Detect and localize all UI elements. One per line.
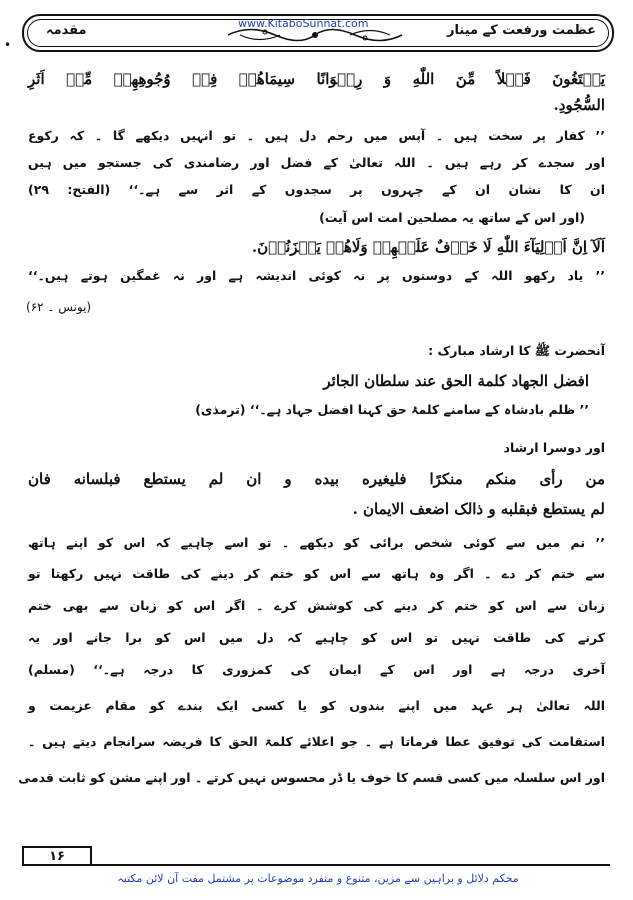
quran-verse-line: اَلَآ اِنَّ اَوۡلِيَآءَ اللّٰهِ لَا خَوۡفٌ عَلَيۡهِمۡ وَلَاهُمۡ يَحۡزَنُوۡنَ. [251,238,605,256]
margin-dot: • [4,38,12,52]
paragraph-line: استقامت کی توفیق عطا فرماتا ہے ۔ جو اعلائے کلمۃ الحق کا فریضہ سرانجام دیتے ہیں ۔ [28,734,605,749]
hadith-arabic-line: لم يستطع فبقلبه و ذالک اضعف الايمان . [352,500,605,518]
hadith-intro-line: اور دوسرا ارشاد [503,440,605,455]
footer-tagline: محکم دلائل و براہین سے مزین، متنوع و منفرد موضوعات پر مشتمل مفت آن لائن مکتبہ [117,872,519,885]
translation-line: ’’ کفار پر سخت ہیں ۔ آپس میں رحم دل ہیں ۔ تو انہیں دیکھے گا ۔ کہ رکوع [28,128,605,143]
chapter-title: مقدمہ [46,23,87,38]
quran-verse-line: يَبۡتَغُونَ فَضۡلاً مِّنَ اللّٰهِ وَ رِضۡوَانًا سِيمَاهُمۡ فِيۡ وُجُوهِهِمۡ مِّنۡ اَثَرِ [28,70,605,88]
reference-line: (یونس ۔ ۶۲) [26,300,92,314]
translation-line: اور سجدے کر رہے ہیں ۔ اللہ تعالیٰ کے فضل اور رضامندی کی جستجو میں ہیں [28,155,605,170]
website-watermark: www.KitaboSunnat.com [238,17,369,30]
hadith-arabic-line: من رأى منكم منكرًا فليغيره بيده و ان لم يستطع فبلسانه فان [28,470,605,488]
footer-rule [22,864,610,866]
translation-line: ’’ ظلم بادشاہ کے سامنے کلمۂ حق کہنا افضل جہاد ہے۔‘‘ (ترمذی) [195,402,589,417]
hadith-arabic-line: افضل الجهاد كلمة الحق عند سلطان الجائر [323,372,589,390]
page-header [22,14,614,52]
translation-line: زبان سے اس کو ختم کر دینے کی کوشش کرے ۔ اگر اس کو زبان سے بھی ختم [28,598,605,613]
note-line: (اور اس کے ساتھ یہ مصلحین امت اس آیت) [319,210,585,225]
translation-line: کرنے کی طاقت نہیں تو اس کو چاہیے کہ دل میں اس کو برا جانے اور یہ [28,630,605,645]
book-title: عظمت ورفعت کے مینار [447,23,596,38]
translation-line: ان کا نشان ان کے چہروں پر سجدوں کے اثر سے ہے۔‘‘ (الفتح: ۲۹) [28,182,605,197]
hadith-intro-line: آنحضرت ﷺ کا ارشاد مبارک : [428,343,605,358]
translation-line: سے ختم کر دے ۔ اگر وہ ہاتھ سے اس کو ختم کر دینے کی طاقت نہیں رکھتا تو [28,566,605,581]
translation-line: ’’ تم میں سے کوئی شخص برائی کو دیکھے ۔ تو اسے چاہیے کہ اس کو اپنے ہاتھ [28,535,605,550]
paragraph-line: اللہ تعالیٰ ہر عہد میں اپنے بندوں کو یا کسی ایک بندے کو مقام عزیمت و [28,698,605,713]
quran-verse-line: السُّجُودِ. [553,96,605,114]
translation-line: آخری درجہ ہے اور اس کے ایمان کی کمزوری کا درجہ ہے۔‘‘ (مسلم) [28,662,605,677]
paragraph-line: اور اس سلسلہ میں کسی قسم کا خوف یا ڈر محسوس نہیں کرتے ۔ اور اپنے مشن کو ثابت قدمی [18,770,605,785]
translation-line: ’’ یاد رکھو اللہ کے دوستوں پر نہ کوئی اندیشہ ہے اور نہ غمگین ہوتے ہیں۔‘‘ [28,268,605,283]
page-number: ۱۶ [22,846,92,866]
